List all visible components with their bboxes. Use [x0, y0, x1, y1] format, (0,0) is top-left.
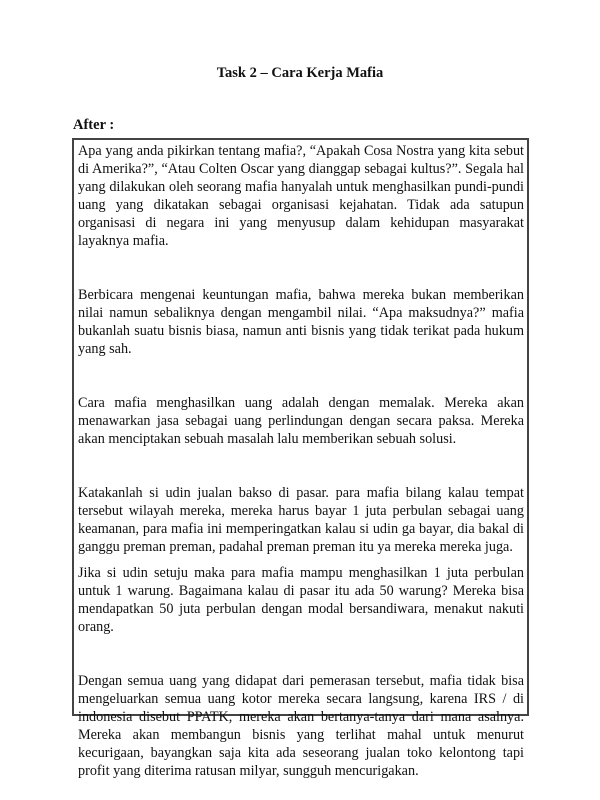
paragraph-5: Jika si udin setuju maka para mafia mampu menghasilkan 1 juta perbulan untuk 1 warung. Bagaimana kalau di pasar itu ada 50 warung? Mereka bisa mendapatkan 50 juta perbulan dengan modal bersandiwara, menakut nakuti orang.: [78, 565, 524, 635]
paragraph-1: Apa yang anda pikirkan tentang mafia?, “Apakah Cosa Nostra yang kita sebut di Amerika?”, “Atau Colten Oscar yang dianggap sebagai kultus?”. Segala hal yang dilakukan oleh seorang mafia hanyalah untuk menghasilkan pundi-pundi uang yang dikatakan sebagai organisasi kejahatan. Tidak ada satupun organisasi di negara ini yang menyusup dalam kehidupan masyarakat layaknya mafia.: [78, 143, 524, 249]
paragraph-3: Cara mafia menghasilkan uang adalah dengan memalak. Mereka akan menawarkan jasa sebagai uang perlindungan dengan secara paksa. Mereka akan menciptakan sebuah masalah lalu memberikan sebuah solusi.: [78, 395, 524, 447]
paragraph-6: Dengan semua uang yang didapat dari pemerasan tersebut, mafia tidak bisa mengeluarkan semua uang kotor mereka secara langsung, karena IRS / di indonesia disebut PPATK, mereka akan bertanya-tanya dari mana asalnya. Mereka akan membangun bisnis yang terlihat mahal untuk menurut kecurigaan, bayangkan saja kita ada seseorang jualan toko kelontong tapi profit yang diterima ratusan milyar, sungguh mencurigakan.: [78, 673, 524, 779]
section-label: After :: [73, 117, 115, 133]
paragraph-4: Katakanlah si udin jualan bakso di pasar. para mafia bilang kalau tempat tersebut wilayah mereka, mereka harus bayar 1 juta perbulan sebagai uang keamanan, para mafia ini memperingatkan kalau si udin ga bayar, dia bakal di ganggu preman preman, padahal preman preman itu ya mereka mereka juga.: [78, 485, 524, 555]
text-box: [72, 138, 529, 779]
paragraph-2: Berbicara mengenai keuntungan mafia, bahwa mereka bukan memberikan nilai namun sebaliknya dengan mengambil nilai. “Apa maksudnya?” mafia bukanlah suatu bisnis biasa, namun anti bisnis yang tidak terikat pada hukum yang sah.: [78, 287, 524, 357]
document-title: Task 2 – Cara Kerja Mafia: [216, 65, 384, 81]
